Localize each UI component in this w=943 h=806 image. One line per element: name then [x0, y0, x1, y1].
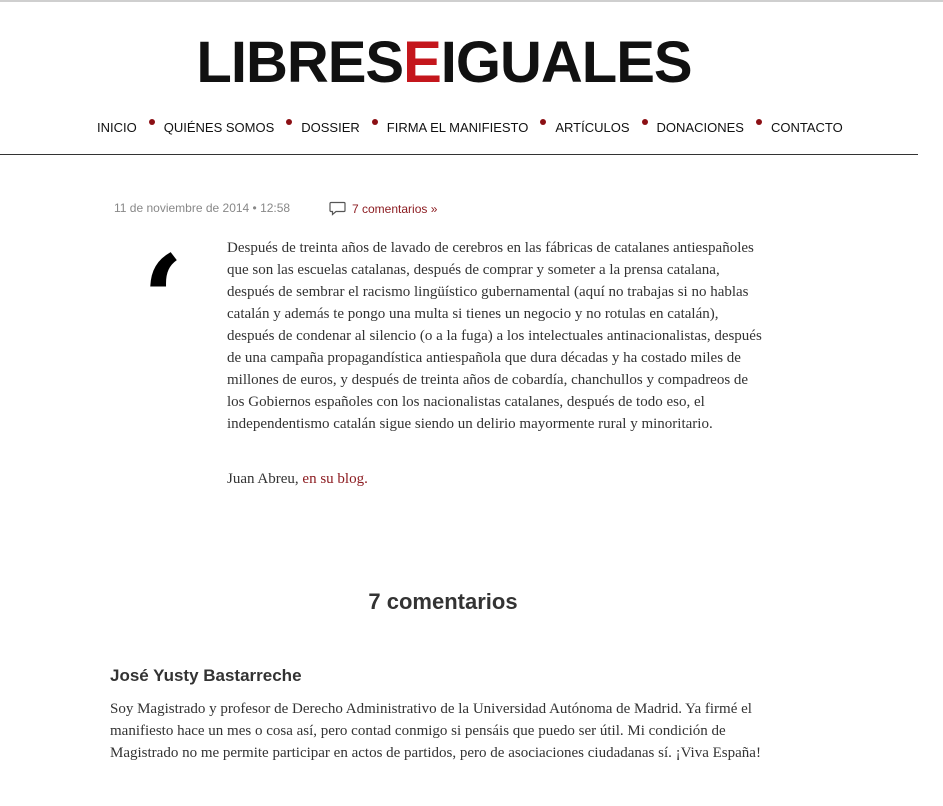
nav-separator-dot: [372, 119, 378, 125]
nav-item-firma-el-manifiesto[interactable]: FIRMA EL MANIFIESTO: [386, 119, 529, 135]
nav-item-dossier[interactable]: DOSSIER: [301, 119, 360, 135]
quote-text: Después de treinta años de lavado de cerebros en las fábricas de catalanes antiespañoles que son las escuelas catalanas, después de comprar y someter a la prensa catalana, después de sembrar el racismo lingüístico gubernamental (aquí no trabajas si no hablas catalán y además te pongo una multa si tienes un negocio y no rotulas en catalán), después de condenar al silencio (o a la fuga) a los intelectuales antinacionalistas, después de una campaña propagandística antiespañola que dura décadas y ha costado miles de millones de euros, y después de treinta años de cobardía, chanchullos y compadreos de los Gobiernos españoles con los nacionalistas catalanes, después de todo eso, el independentismo catalán sigue siendo un delirio mayormente rural y minoritario.: [227, 240, 762, 432]
logo-text-iguales: IGUALES: [440, 30, 692, 95]
post-date: 11 de noviembre de 2014 • 12:58: [114, 201, 291, 215]
quote-mark-icon: ‘: [142, 229, 184, 370]
attribution-blog-link[interactable]: en su blog.: [302, 471, 368, 487]
nav-separator-dot: [149, 119, 155, 125]
nav-item-donaciones[interactable]: DONACIONES: [656, 119, 744, 135]
nav-item-articulos[interactable]: ARTÍCULOS: [555, 119, 630, 135]
nav-separator-dot: [540, 119, 546, 125]
speech-bubble-icon: [329, 201, 346, 216]
logo-text-accent: E: [403, 30, 441, 95]
nav-item-inicio[interactable]: INICIO: [97, 119, 137, 135]
comment-body: Soy Magistrado y profesor de Derecho Administrativo de la Universidad Autónoma de Madrid. Ya firmé el manifiesto hace un mes o cosa así, pero contad conmigo si pensáis que puedo ser útil. Mi condición de Magistrado no me permite participar en actos de partidos, pero de asociaciones ciudadanas sí. ¡Viva España!: [110, 701, 761, 761]
main-navigation: [97, 116, 843, 138]
post-quote: [227, 237, 767, 435]
nav-separator-dot: [756, 119, 762, 125]
nav-separator-dot: [286, 119, 292, 125]
logo-text-libres: LIBRES: [196, 30, 404, 95]
top-border: [0, 0, 943, 2]
comments-count-label: 7 comentarios »: [352, 201, 438, 216]
nav-item-contacto[interactable]: CONTACTO: [770, 119, 843, 135]
nav-item-quienes-somos[interactable]: QUIÉNES SOMOS: [163, 119, 275, 135]
nav-separator-dot: [642, 119, 648, 125]
header-divider: [0, 154, 918, 155]
quote-attribution: [227, 468, 368, 490]
comments-heading: 7 comentarios: [368, 589, 518, 614]
site-logo[interactable]: [194, 28, 694, 98]
comment-author: José Yusty Bastarreche: [110, 666, 302, 685]
attribution-author: Juan Abreu,: [227, 471, 299, 487]
comments-count-link[interactable]: [329, 201, 437, 216]
